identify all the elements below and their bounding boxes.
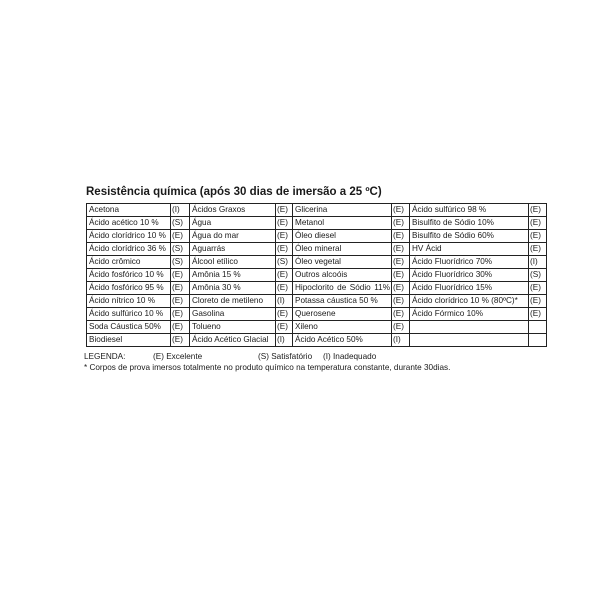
resistance-rating: (E) (392, 204, 410, 217)
table-row (87, 334, 547, 347)
resistance-rating: (E) (392, 243, 410, 256)
resistance-rating: (E) (529, 204, 547, 217)
chemical-name: Biodiesel (87, 334, 171, 347)
chemical-name: Ácido clorídrico 10 % (80ºC)* (410, 295, 529, 308)
legend-satisfactory: (S) Satisfatório (258, 352, 313, 361)
legend-inadequate: (I) Inadequado (323, 352, 377, 361)
legend (84, 351, 544, 362)
resistance-rating: (E) (529, 243, 547, 256)
table-row (87, 230, 547, 243)
resistance-rating: (E) (392, 256, 410, 269)
resistance-rating: (I) (392, 334, 410, 347)
chemical-name: Amônia 30 % (190, 282, 276, 295)
resistance-rating: (S) (276, 256, 293, 269)
resistance-rating: (E) (276, 269, 293, 282)
chemical-name: Óleo vegetal (293, 256, 392, 269)
chemical-name: Ácido sulfúrico 98 % (410, 204, 529, 217)
resistance-rating: (I) (171, 204, 190, 217)
resistance-rating: (E) (171, 269, 190, 282)
chemical-name: Aguarrás (190, 243, 276, 256)
chemical-name (410, 321, 529, 334)
resistance-rating: (E) (529, 230, 547, 243)
chemical-name: Óleo mineral (293, 243, 392, 256)
chemical-name: Ácido Fluorídrico 70% (410, 256, 529, 269)
resistance-rating: (E) (171, 282, 190, 295)
chemical-name: Ácido Fórmico 10% (410, 308, 529, 321)
legend-excellent: (E) Excelente (153, 352, 203, 361)
chemical-name: Acetona (87, 204, 171, 217)
resistance-rating: (E) (276, 282, 293, 295)
resistance-rating: (E) (276, 308, 293, 321)
resistance-rating: (E) (529, 295, 547, 308)
chemical-name: Amônia 15 % (190, 269, 276, 282)
table-row (87, 308, 547, 321)
chemical-name: Outros alcoóis (293, 269, 392, 282)
chemical-name (410, 334, 529, 347)
table-row (87, 204, 547, 217)
chemical-name: Água do mar (190, 230, 276, 243)
resistance-rating: (E) (276, 243, 293, 256)
chemical-name: Ácido crômico (87, 256, 171, 269)
chemical-name: Ácido nítrico 10 % (87, 295, 171, 308)
table-row (87, 217, 547, 230)
resistance-rating: (E) (171, 295, 190, 308)
document-title: Resistência química (após 30 dias de imersão a 25 ºC) (86, 186, 382, 198)
resistance-rating: (E) (392, 308, 410, 321)
footnote: * Corpos de prova imersos totalmente no produto químico na temperatura constante, durante 30dias. (84, 363, 451, 372)
resistance-rating: (I) (529, 256, 547, 269)
resistance-rating: (I) (276, 295, 293, 308)
resistance-rating: (E) (392, 230, 410, 243)
chemical-name: HV Ácid (410, 243, 529, 256)
resistance-rating: (E) (392, 217, 410, 230)
resistance-rating: (S) (171, 256, 190, 269)
resistance-rating: (I) (276, 334, 293, 347)
chemical-name: Glicerina (293, 204, 392, 217)
chemical-name: Ácido clorídrico 36 % (87, 243, 171, 256)
chemical-name: Bisulfito de Sódio 10% (410, 217, 529, 230)
chemical-name: Metanol (293, 217, 392, 230)
table-row (87, 243, 547, 256)
table-row (87, 282, 547, 295)
resistance-rating: (E) (276, 321, 293, 334)
chemical-name: Soda Cáustica 50% (87, 321, 171, 334)
chemical-name: Ácido sulfúrico 10 % (87, 308, 171, 321)
chemical-name: Tolueno (190, 321, 276, 334)
resistance-rating: (E) (171, 321, 190, 334)
resistance-rating: (E) (529, 308, 547, 321)
table-row (87, 295, 547, 308)
chemical-name: Ácido Fluorídrico 30% (410, 269, 529, 282)
resistance-rating: (E) (276, 230, 293, 243)
chemical-name: Xileno (293, 321, 392, 334)
resistance-rating: (E) (171, 308, 190, 321)
legend-label: LEGENDA: (84, 352, 126, 361)
resistance-rating: (E) (171, 334, 190, 347)
resistance-rating: (E) (171, 230, 190, 243)
resistance-rating: (E) (392, 282, 410, 295)
resistance-rating: (S) (171, 243, 190, 256)
chemical-name: Álcool etílico (190, 256, 276, 269)
chemical-name: Hipoclorito de Sódio 11% (293, 282, 392, 295)
chemical-name: Óleo diesel (293, 230, 392, 243)
resistance-rating (529, 321, 547, 334)
resistance-rating: (S) (529, 269, 547, 282)
resistance-rating (529, 334, 547, 347)
table-row (87, 256, 547, 269)
chemical-name: Ácidos Graxos (190, 204, 276, 217)
resistance-rating: (E) (392, 295, 410, 308)
resistance-rating: (E) (529, 217, 547, 230)
chemical-name: Ácido clorídrico 10 % (87, 230, 171, 243)
chemical-resistance-document (86, 186, 546, 373)
chemical-name: Ácido fosfórico 95 % (87, 282, 171, 295)
chemical-name: Querosene (293, 308, 392, 321)
chemical-name: Água (190, 217, 276, 230)
chemical-name: Gasolina (190, 308, 276, 321)
chemical-name: Ácido fosfórico 10 % (87, 269, 171, 282)
resistance-rating: (E) (276, 217, 293, 230)
chemical-name: Ácido Fluorídrico 15% (410, 282, 529, 295)
resistance-rating: (E) (276, 204, 293, 217)
chemical-name: Cloreto de metileno (190, 295, 276, 308)
chemical-name: Ácido Acético Glacial (190, 334, 276, 347)
chemical-resistance-table (86, 203, 547, 347)
table-row (87, 269, 547, 282)
resistance-rating: (S) (171, 217, 190, 230)
resistance-rating: (E) (392, 321, 410, 334)
table-row (87, 321, 547, 334)
chemical-name: Ácido Acético 50% (293, 334, 392, 347)
chemical-name: Ácido acético 10 % (87, 217, 171, 230)
chemical-name: Bisulfito de Sódio 60% (410, 230, 529, 243)
resistance-rating: (E) (529, 282, 547, 295)
chemical-name: Potassa cáustica 50 % (293, 295, 392, 308)
resistance-rating: (E) (392, 269, 410, 282)
